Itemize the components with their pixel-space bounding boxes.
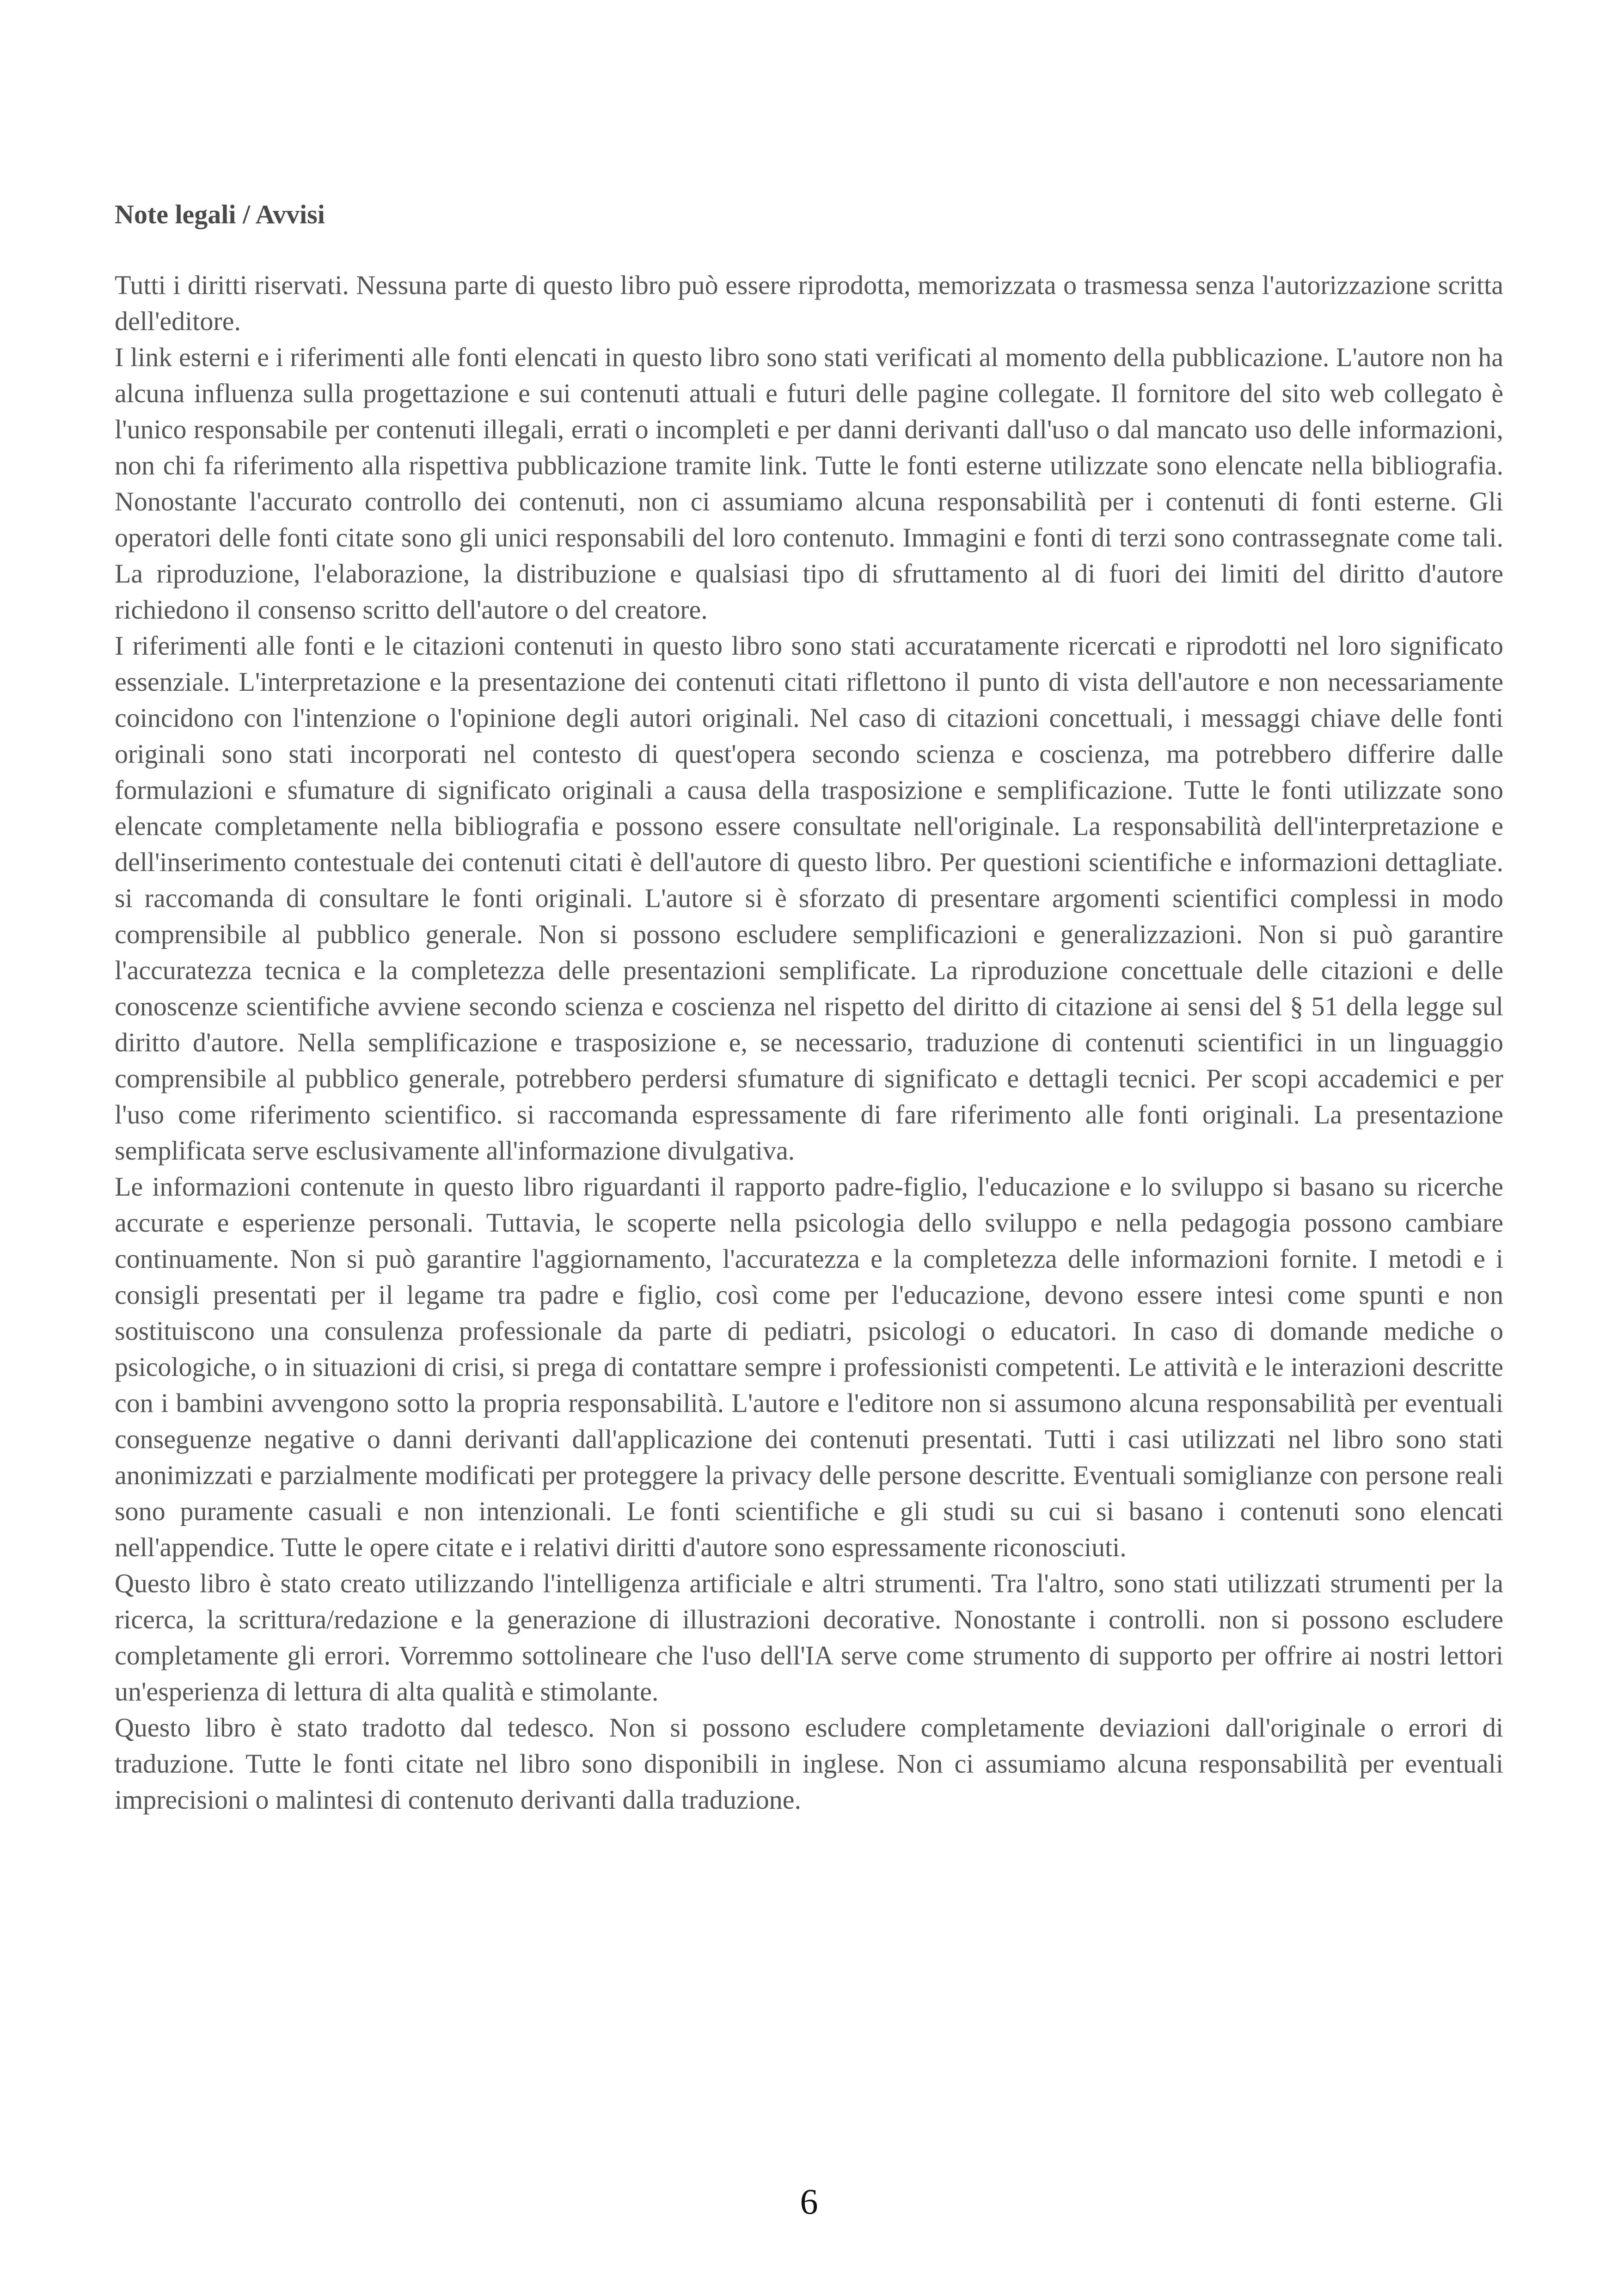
paragraph-content-disclaimer: Le informazioni contenute in questo libro riguardanti il rapporto padre-figlio, l'educazione e lo sviluppo si basano su ricerche accurate e esperienze personali. Tuttavia, le scoperte nella psicologia dello sviluppo e nella pedagogia possono cambiare continuamente. Non si può garantire l'aggiornamento, l'accuratezza e la completezza delle informazioni fornite. I metodi e i consigli presentati per il legame tra padre e figlio, così come per l'educazione, devono essere intesi come spunti e non sostituiscono una consulenza professionale da parte di pediatri, psicologi o educatori. In caso di domande mediche o psicologiche, o in situazioni di crisi, si prega di contattare sempre i professionisti competenti. Le attività e le interazioni descritte con i bambini avvengono sotto la propria responsabilità. L'autore e l'editore non si assumono alcuna responsabilità per eventuali conseguenze negative o danni derivanti dall'applicazione dei contenuti presentati. Tutti i casi utilizzati nel libro sono stati anonimizzati e parzialmente modificati per proteggere la privacy delle persone descritte. Eventuali somiglianze con persone reali sono puramente casuali e non intenzionali. Le fonti scientifiche e gli studi su cui si basano i contenuti sono elencati nell'appendice. Tutte le opere citate e i relativi diritti d'autore sono espressamente riconosciuti. (115, 1172, 1503, 1562)
paragraph-copyright: Tutti i diritti riservati. Nessuna parte di questo libro può essere riprodotta, memorizzata o trasmessa senza l'autorizzazione scritta dell'editore. (115, 270, 1503, 336)
legal-notice-body (115, 267, 1503, 1818)
paragraph-translation: Questo libro è stato tradotto dal tedesco. Non si possono escludere completamente deviazioni dall'originale o errori di traduzione. Tutte le fonti citate nel libro sono disponibili in inglese. Non ci assumiamo alcuna responsabilità per eventuali imprecisioni o malintesi di contenuto derivanti dalla traduzione. (115, 1713, 1503, 1815)
paragraph-external-links: I link esterni e i riferimenti alle fonti elencati in questo libro sono stati verificati al momento della pubblicazione. L'autore non ha alcuna influenza sulla progettazione e sui contenuti attuali e futuri delle pagine collegate. Il fornitore del sito web collegato è l'unico responsabile per contenuti illegali, errati o incompleti e per danni derivanti dall'uso o dal mancato uso delle informazioni, non chi fa riferimento alla rispettiva pubblicazione tramite link. Tutte le fonti esterne utilizzate sono elencate nella bibliografia. Nonostante l'accurato controllo dei contenuti, non ci assumiamo alcuna responsabilità per i contenuti di fonti esterne. Gli operatori delle fonti citate sono gli unici responsabili del loro contenuto. Immagini e fonti di terzi sono contrassegnate come tali. La riproduzione, l'elaborazione, la distribuzione e qualsiasi tipo di sfruttamento al di fuori dei limiti del diritto d'autore richiedono il consenso scritto dell'autore o del creatore. (115, 342, 1503, 625)
section-heading: Note legali / Avvisi (115, 199, 325, 229)
paragraph-citations: I riferimenti alle fonti e le citazioni contenuti in questo libro sono stati accuratamente ricercati e riprodotti nel loro significato essenziale. L'interpretazione e la presentazione dei contenuti citati riflettono il punto di vista dell'autore e non necessariamente coincidono con l'intenzione o l'opinione degli autori originali. Nel caso di citazioni concettuali, i messaggi chiave delle fonti originali sono stati incorporati nel contesto di quest'opera secondo scienza e coscienza, ma potrebbero differire dalle formulazioni e sfumature di significato originali a causa della trasposizione e semplificazione. Tutte le fonti utilizzate sono elencate completamente nella bibliografia e possono essere consultate nell'originale. La responsabilità dell'interpretazione e dell'inserimento contestuale dei contenuti citati è dell'autore di questo libro. Per questioni scientifiche e informazioni dettagliate. si raccomanda di consultare le fonti originali. L'autore si è sforzato di presentare argomenti scientifici complessi in modo comprensibile al pubblico generale. Non si possono escludere semplificazioni e generalizzazioni. Non si può garantire l'accuratezza tecnica e la completezza delle presentazioni semplificate. La riproduzione concettuale delle citazioni e delle conoscenze scientifiche avviene secondo scienza e coscienza nel rispetto del diritto di citazione ai sensi del § 51 della legge sul diritto d'autore. Nella semplificazione e trasposizione e, se necessario, traduzione di contenuti scientifici in un linguaggio comprensibile al pubblico generale, potrebbero perdersi sfumature di significato e dettagli tecnici. Per scopi accademici e per l'uso come riferimento scientifico. si raccomanda espressamente di fare riferimento alle fonti originali. La presentazione semplificata serve esclusivamente all'informazione divulgativa. (115, 631, 1503, 1166)
page-number: 6 (800, 2181, 818, 2222)
paragraph-ai-usage: Questo libro è stato creato utilizzando l'intelligenza artificiale e altri strumenti. Tra l'altro, sono stati utilizzati strumenti per la ricerca, la scrittura/redazione e la generazione di illustrazioni decorative. Nonostante i controlli. non si possono escludere completamente gli errori. Vorremmo sottolineare che l'uso dell'IA serve come strumento di supporto per offrire ai nostri lettori un'esperienza di lettura di alta qualità e stimolante. (115, 1568, 1503, 1707)
